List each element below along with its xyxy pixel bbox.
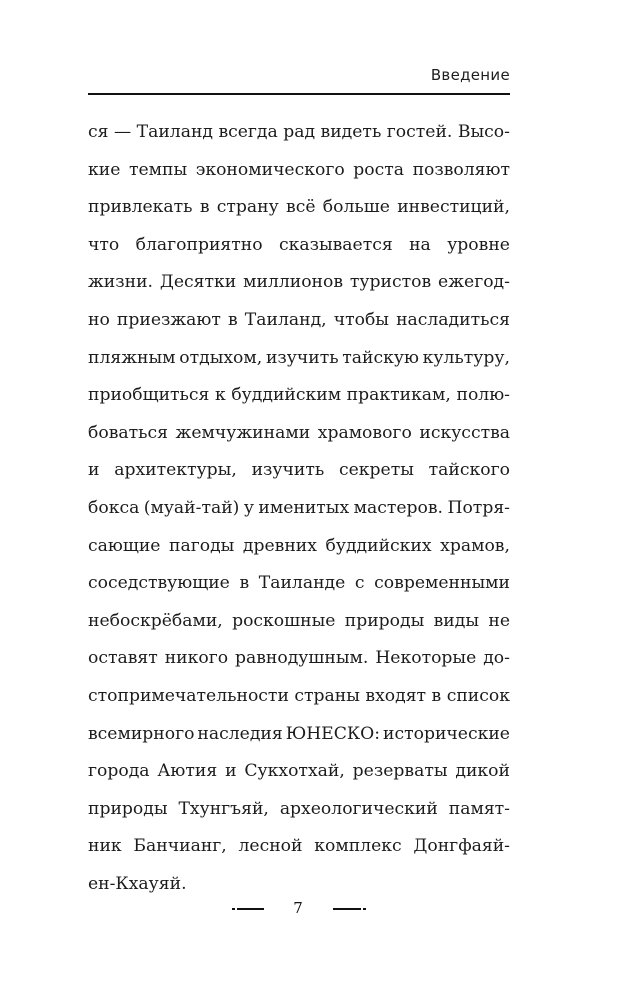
header-rule (88, 93, 510, 95)
text-line: природы Тхунгъяй, археологический памят- (88, 798, 510, 819)
text-line: и архитектуры, изучить секреты тайского (88, 460, 510, 481)
text-line: стопримечательности страны входят в список (88, 685, 510, 706)
text-line: приобщиться к буддийским практикам, полю- (88, 385, 510, 406)
text-line: боваться жемчужинами храмового искусства (88, 422, 510, 443)
text-line: привлекать в страну всё больше инвестиций, (88, 197, 510, 218)
text-line: сающие пагоды древних буддийских храмов, (88, 535, 510, 556)
text-line: кие темпы экономического роста позволяют (88, 159, 510, 180)
text-line: ен-Кхауяй. (88, 873, 187, 894)
text-line: соседствующие в Таиланде с современными (88, 573, 510, 594)
text-line: ся — Таиланд всегда рад видеть гостей. Высо- (88, 122, 510, 142)
text-line: но приезжают в Таиланд, чтобы насладиться (88, 309, 510, 330)
body-paragraph (88, 114, 510, 903)
text-line: что благоприятно сказывается на уровне (88, 234, 510, 255)
folio-ornament-right (333, 908, 361, 910)
folio-ornament-left-dot (232, 908, 235, 910)
folio-ornament-right-dot (363, 908, 366, 910)
text-line: оставят никого равнодушным. Некоторые до- (88, 648, 510, 669)
text-line: небоскрёбами, роскошные природы виды не (88, 610, 510, 631)
text-line: жизни. Десятки миллионов туристов ежегод- (88, 272, 510, 293)
folio-ornament-left (237, 908, 264, 910)
page-number: 7 (293, 899, 303, 917)
page-footer (0, 897, 619, 919)
running-head-section-title: Введение (430, 66, 510, 84)
text-line: бокса (муай-тай) у именитых мастеров. Потря- (88, 497, 510, 518)
text-line: всемирного наследия ЮНЕСКО: исторические (88, 723, 510, 744)
text-line: пляжным отдыхом, изучить тайскую культуру, (88, 347, 510, 368)
text-line: ник Банчианг, лесной комплекс Донгфаяй- (88, 836, 510, 857)
text-line: города Аютия и Сукхотхай, резерваты дикой (88, 761, 510, 782)
